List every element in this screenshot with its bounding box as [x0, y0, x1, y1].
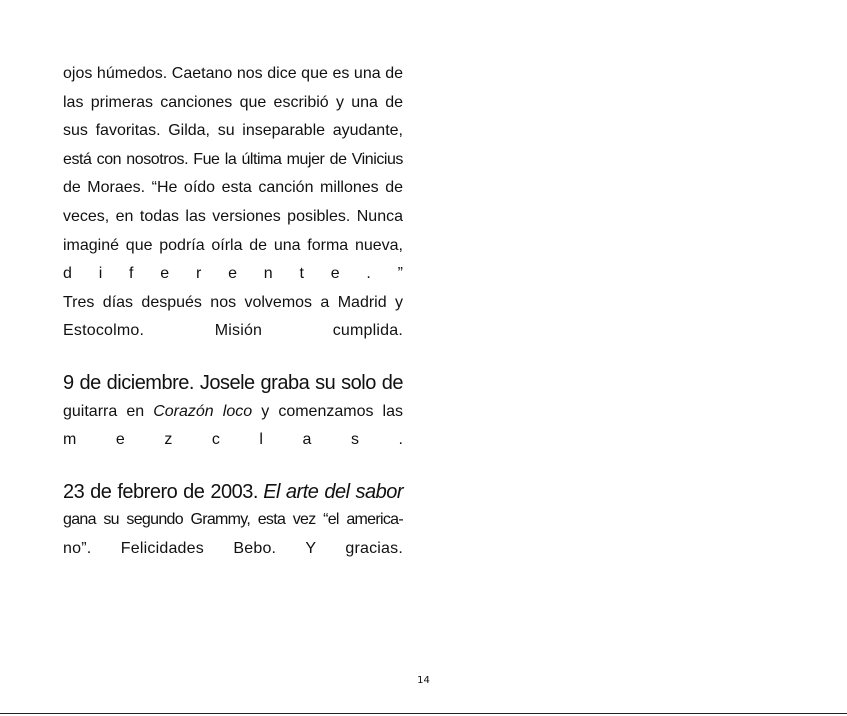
text-line: las primeras canciones que escribió y una de — [63, 93, 403, 111]
text-line: Tres días después nos volvemos a Madrid y — [63, 293, 403, 311]
text-fragment: guitarra en — [63, 402, 154, 420]
text-fragment: y comenzamos las — [252, 402, 403, 420]
text-line: m e z c l a s . — [63, 431, 403, 449]
page-number: 14 — [417, 675, 430, 686]
entry-lead-text: Josele graba su solo de — [193, 371, 403, 394]
entry-lead-line — [63, 369, 403, 398]
text-line: d i f e r e n t e . ” — [63, 265, 403, 283]
text-line: ojos húmedos. Caetano nos dice que es una de — [63, 65, 403, 82]
text-line: sus favoritas. Gilda, su inseparable ayudante, — [63, 122, 403, 140]
bottom-rule — [0, 713, 847, 714]
text-line: veces, en todas las versiones posibles. Nunca — [63, 207, 403, 225]
song-title: Corazón loco — [153, 402, 253, 420]
entry-23-febrero — [63, 478, 403, 564]
album-title: El arte del sabor — [263, 480, 403, 503]
entry-date: 23 de febrero de 2003. — [63, 480, 258, 503]
text-line: imaginé que podría oírla de una forma nueva, — [63, 236, 403, 254]
text-line: Estocolmo. Misión cumplida. — [63, 322, 403, 340]
text-column — [63, 60, 403, 564]
text-line: está con nosotros. Fue la última mujer de Vinicius — [63, 150, 403, 168]
text-line: gana su segundo Grammy, esta vez “el america- — [63, 511, 403, 529]
entry-date: 9 de diciembre. — [63, 371, 194, 394]
text-line — [63, 398, 403, 427]
text-line: no”. Felicidades Bebo. Y gracias. — [63, 539, 403, 557]
entry-lead-line — [63, 478, 403, 507]
paragraph-caetano — [63, 60, 403, 346]
entry-9-diciembre — [63, 369, 403, 455]
text-line: de Moraes. “He oído esta canción millones de — [63, 179, 403, 197]
